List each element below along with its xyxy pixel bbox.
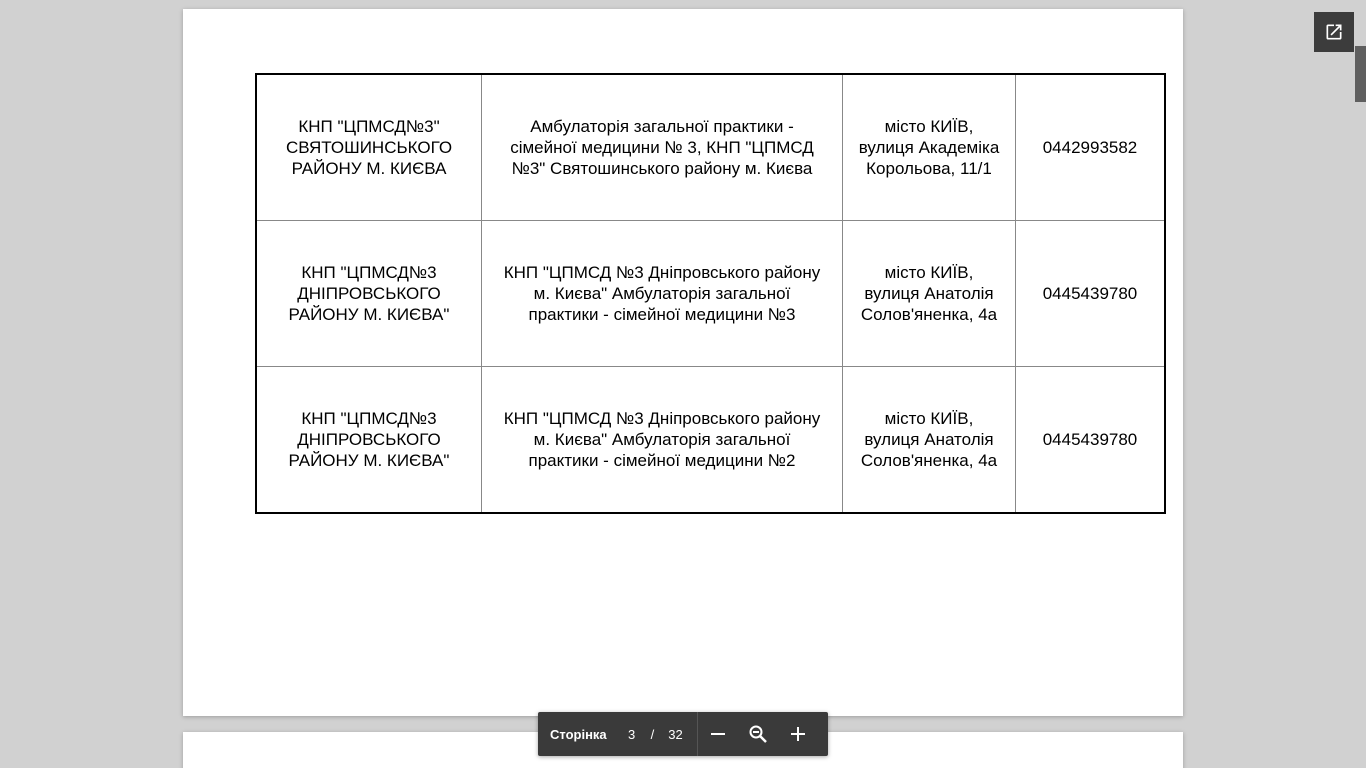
- zoom-reset-button[interactable]: [738, 712, 778, 756]
- table-row: [256, 367, 1165, 514]
- table-cell-organization: КНП "ЦПМСД№3 ДНІПРОВСЬКОГО РАЙОНУ М. КИЄВА": [256, 367, 482, 514]
- magnifier-icon: [748, 724, 768, 744]
- page-separator: /: [650, 726, 655, 742]
- table-cell-organization: КНП "ЦПМСД№3 ДНІПРОВСЬКОГО РАЙОНУ М. КИЄВА": [256, 221, 482, 367]
- total-pages: 32: [668, 726, 683, 742]
- page-navigation: [538, 712, 698, 756]
- table-cell-address: місто КИЇВ, вулиця Академіка Корольова, 11/1: [843, 74, 1016, 221]
- table-cell-address: місто КИЇВ, вулиця Анатолія Солов'яненка, 4а: [843, 367, 1016, 514]
- table-cell-facility: КНП "ЦПМСД №3 Дніпровського району м. Києва" Амбулаторія загальної практики - сімейної медицини №2: [482, 367, 843, 514]
- pdf-page-current: [183, 9, 1183, 716]
- table-cell-facility: КНП "ЦПМСД №3 Дніпровського району м. Києва" Амбулаторія загальної практики - сімейної медицини №3: [482, 221, 843, 367]
- zoom-out-button[interactable]: [698, 712, 738, 756]
- table-row: [256, 74, 1165, 221]
- plus-icon: [790, 726, 806, 742]
- popout-button[interactable]: [1314, 12, 1354, 52]
- page-label: Сторінка: [550, 726, 607, 742]
- minus-icon: [710, 726, 726, 742]
- facility-table: [255, 73, 1166, 514]
- table-cell-phone: 0445439780: [1016, 221, 1166, 367]
- table-row: [256, 221, 1165, 367]
- table-cell-organization: КНП "ЦПМСД№3" СВЯТОШИНСЬКОГО РАЙОНУ М. КИЄВА: [256, 74, 482, 221]
- zoom-in-button[interactable]: [778, 712, 818, 756]
- current-page-input[interactable]: [625, 727, 639, 742]
- open-in-new-icon: [1324, 22, 1344, 42]
- table-cell-phone: 0445439780: [1016, 367, 1166, 514]
- table-cell-phone: 0442993582: [1016, 74, 1166, 221]
- table-cell-address: місто КИЇВ, вулиця Анатолія Солов'яненка, 4а: [843, 221, 1016, 367]
- table-cell-facility: Амбулаторія загальної практики - сімейної медицини № 3, КНП "ЦПМСД №3" Святошинського району м. Києва: [482, 74, 843, 221]
- page-toolbar: [538, 712, 828, 756]
- vertical-scrollbar[interactable]: [1354, 0, 1366, 768]
- scrollbar-thumb[interactable]: [1355, 46, 1366, 102]
